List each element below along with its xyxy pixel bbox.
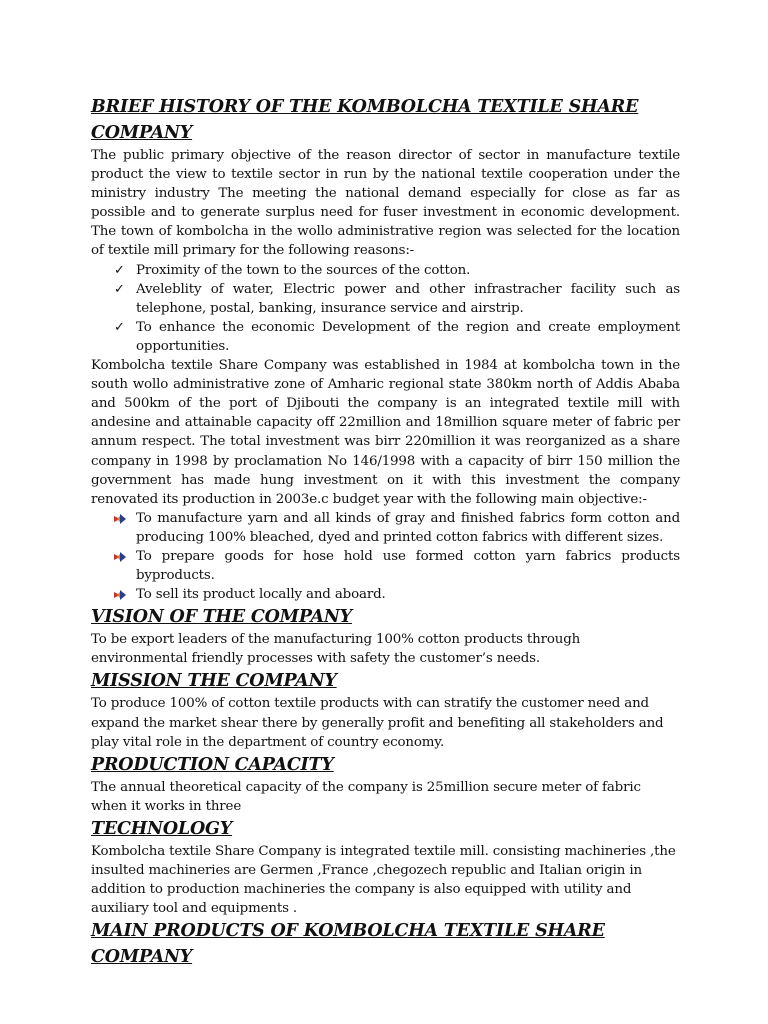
vision-text: To be export leaders of the manufacturing 100% cotton products through environmental friendly processes with safety the customer’s needs. [91,632,581,667]
document-title: BRIEF HISTORY OF THE KOMBOLCHA TEXTILE SHARE COMPANY [91,97,639,143]
list-item [114,280,680,318]
objective-text: To sell its product locally and aboard. [136,587,386,603]
list-item [136,509,680,547]
checkmark-icon: ✓ [114,262,125,278]
objective-text: To manufacture yarn and all kinds of gray and finished fabrics form cotton and producing 100% bleached, dyed and printed cotton fabrics with different sizes. [136,510,680,545]
arrow-bullet-icon [114,552,126,562]
list-item [114,261,680,280]
reason-text: Proximity of the town to the sources of the cotton. [136,262,471,278]
list-item [114,318,680,356]
reasons-list [91,261,680,356]
list-item [136,547,680,585]
reason-text: To enhance the economic Development of the region and create employment opportunities. [136,319,680,354]
establishment-paragraph: Kombolcha textile Share Company was established in 1984 at kombolcha town in the south wollo administrative zone of Amharic regional state 380km north of Addis Ababa and 500km of the port of Djibouti the company is an integrated textile mill with andesine and attainable capacity off 22million and 18million square meter of fabric per annum respect. The total investment was birr 220million it was reorganized as a share company in 1998 by proclamation No 146/1998 with a capacity of birr 150 million the government has made hung investment on it with this investment the company renovated its production in 2003e.c budget year with the following main objective:- [91,358,680,507]
products-heading: MAIN PRODUCTS OF KOMBOLCHA TEXTILE SHARE COMPANY [91,921,605,968]
mission-text: To produce 100% of cotton textile products with can stratify the customer need and expand the market shear there by generally profit and benefiting all stakeholders and play vital role in the department of country economy. [91,696,664,750]
arrow-bullet-icon [114,590,126,600]
technology-heading: TECHNOLOGY [91,818,233,839]
checkmark-icon: ✓ [114,281,125,297]
objective-text: To prepare goods for hose hold use formed cotton yarn fabrics products byproducts. [136,548,680,584]
reason-text: Aveleblity of water, Electric power and other infrastracher facility such as telephone, postal, banking, insurance service and airstrip. [136,281,680,316]
list-item [136,585,680,604]
checkmark-icon: ✓ [114,319,125,335]
vision-heading: VISION OF THE COMPANY [91,607,352,628]
production-heading: PRODUCTION CAPACITY [91,754,334,775]
technology-text: Kombolcha textile Share Company is integrated textile mill. consisting machineries ,the insulted machineries are Germen ,France ,chegozech republic and Italian origin in addition to production machineries the company is also equipped with utility and auxiliary tool and equipments . [91,843,676,917]
production-text: The annual theoretical capacity of the company is 25million secure meter of fabric when it works in three [91,779,641,814]
arrow-bullet-icon [114,514,126,524]
mission-heading: MISSION THE COMPANY [91,671,337,692]
objectives-list [91,509,680,604]
intro-paragraph: The public primary objective of the reason director of sector in manufacture textile product the view to textile sector in run by the national textile cooperation under the ministry industry The meeting the national demand especially for close as far as possible and to generate surplus need for fuser investment in economic development. The town of kombolcha in the wollo administrative region was selected for the location of textile mill primary for the following reasons:- [91,148,680,259]
